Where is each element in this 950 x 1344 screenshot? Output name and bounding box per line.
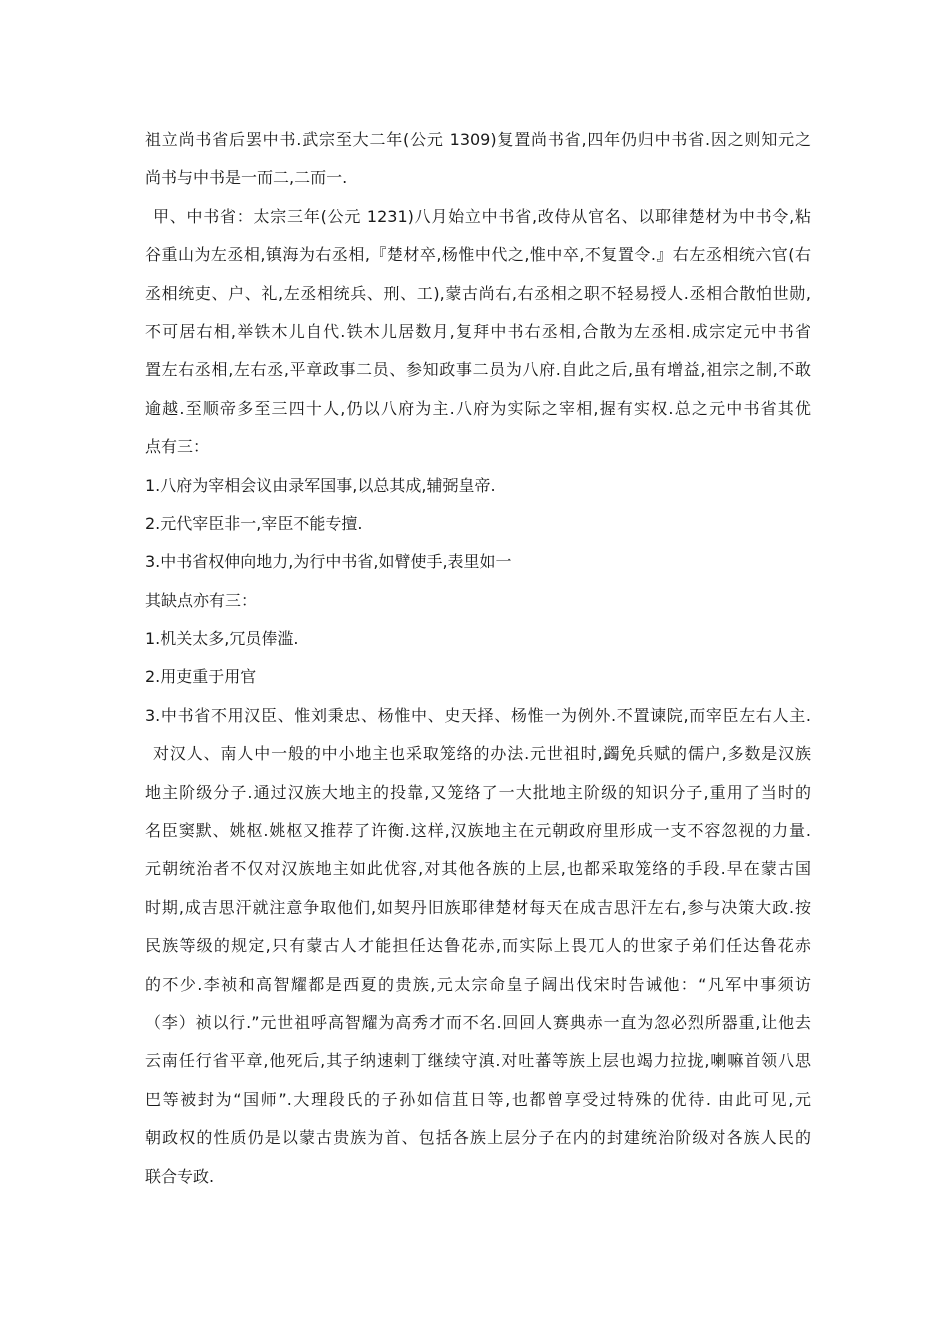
list-item: 3.中书省不用汉臣、惟刘秉忠、杨惟中、史天择、杨惟一为例外.不置谏院,而宰臣左右人主. [145,705,811,725]
text-line: 点有三： [145,437,210,457]
text-line: 联合专政. [145,1166,215,1186]
text-line: 谷重山为左丞相,镇海为右丞相,『楚材卒,杨惟中代之,惟中卒,不复置令.』右左丞相统六官(右 [145,245,811,265]
text-line: 云南任行省平章,他死后,其子纳速剌丁继续守滇.对吐蕃等族上层也竭力拉拢,喇嘛首领八思 [145,1051,811,1071]
paragraph-line: 对汉人、南人中一般的中小地主也采取笼络的办法.元世祖时,蠲免兵赋的儒户,多数是汉族 [153,744,811,764]
text-line: 尚书与中书是一而二,二而一. [145,168,348,188]
text-line: 巴等被封为“国师”.大理段氏的子孙如信苴日等,也都曾享受过特殊的优待. 由此可见,元 [145,1089,811,1109]
text-line: 其缺点亦有三： [145,590,258,610]
text-line: 置左右丞相,左右丞,平章政事二员、参知政事二员为八府.自此之后,虽有增益,祖宗之制,不敢 [145,360,811,380]
text-line: 祖立尚书省后罢中书.武宗至大二年(公元 1309)复置尚书省,四年仍归中书省.因之则知元之 [145,130,811,149]
list-item: 1.八府为宰相会议由录军国事,以总其成,辅弼皇帝. [145,475,496,495]
text-line: 不可居右相,举铁木儿自代.铁木儿居数月,复拜中书右丞相,合散为左丞相.成宗定元中书省 [145,321,811,341]
text-line: （李）祯以行.”元世祖呼高智耀为高秀才而不名.回回人赛典赤一直为忽必烈所器重,让他去 [145,1012,811,1032]
text-line: 逾越.至顺帝多至三四十人,仍以八府为主.八府为实际之宰相,握有实权.总之元中书省其优 [145,398,811,418]
text-line: 朝政权的性质仍是以蒙古贵族为首、包括各族上层分子在内的封建统治阶级对各族人民的 [145,1128,811,1148]
text-line: 民族等级的规定,只有蒙古人才能担任达鲁花赤,而实际上畏兀人的世家子弟们任达鲁花赤 [145,936,811,956]
list-item: 2.用吏重于用官 [145,667,257,687]
text-line: 名臣窦默、姚枢.姚枢又推荐了许衡.这样,汉族地主在元朝政府里形成一支不容忽视的力量. [145,821,811,841]
document-body [145,121,811,1196]
list-item: 1.机关太多,冗员俸滥. [145,629,299,649]
list-item: 2.元代宰臣非一,宰臣不能专擅. [145,513,363,533]
list-item: 3.中书省权伸向地力,为行中书省,如臂使手,表里如一 [145,552,512,572]
paragraph-line: 甲、中书省：太宗三年(公元 1231)八月始立中书省,改侍从官名、以耶律楚材为中书令,粘 [153,206,811,226]
text-line: 地主阶级分子.通过汉族大地主的投靠,又笼络了一大批地主阶级的知识分子,重用了当时的 [145,782,811,802]
text-line: 丞相统吏、户、礼,左丞相统兵、刑、工),蒙古尚右,右丞相之职不轻易授人.丞相合散怕世勋, [145,283,811,303]
text-line: 的不少.李祯和高智耀都是西夏的贵族,元太宗命皇子阔出伐宋时告诫他：“凡军中事须访 [145,974,811,994]
text-line: 时期,成吉思汗就注意争取他们,如契丹旧族耶律楚材每天在成吉思汗左右,参与决策大政.按 [145,897,811,917]
text-line: 元朝统治者不仅对汉族地主如此优容,对其他各族的上层,也都采取笼络的手段.早在蒙古国 [145,859,811,879]
